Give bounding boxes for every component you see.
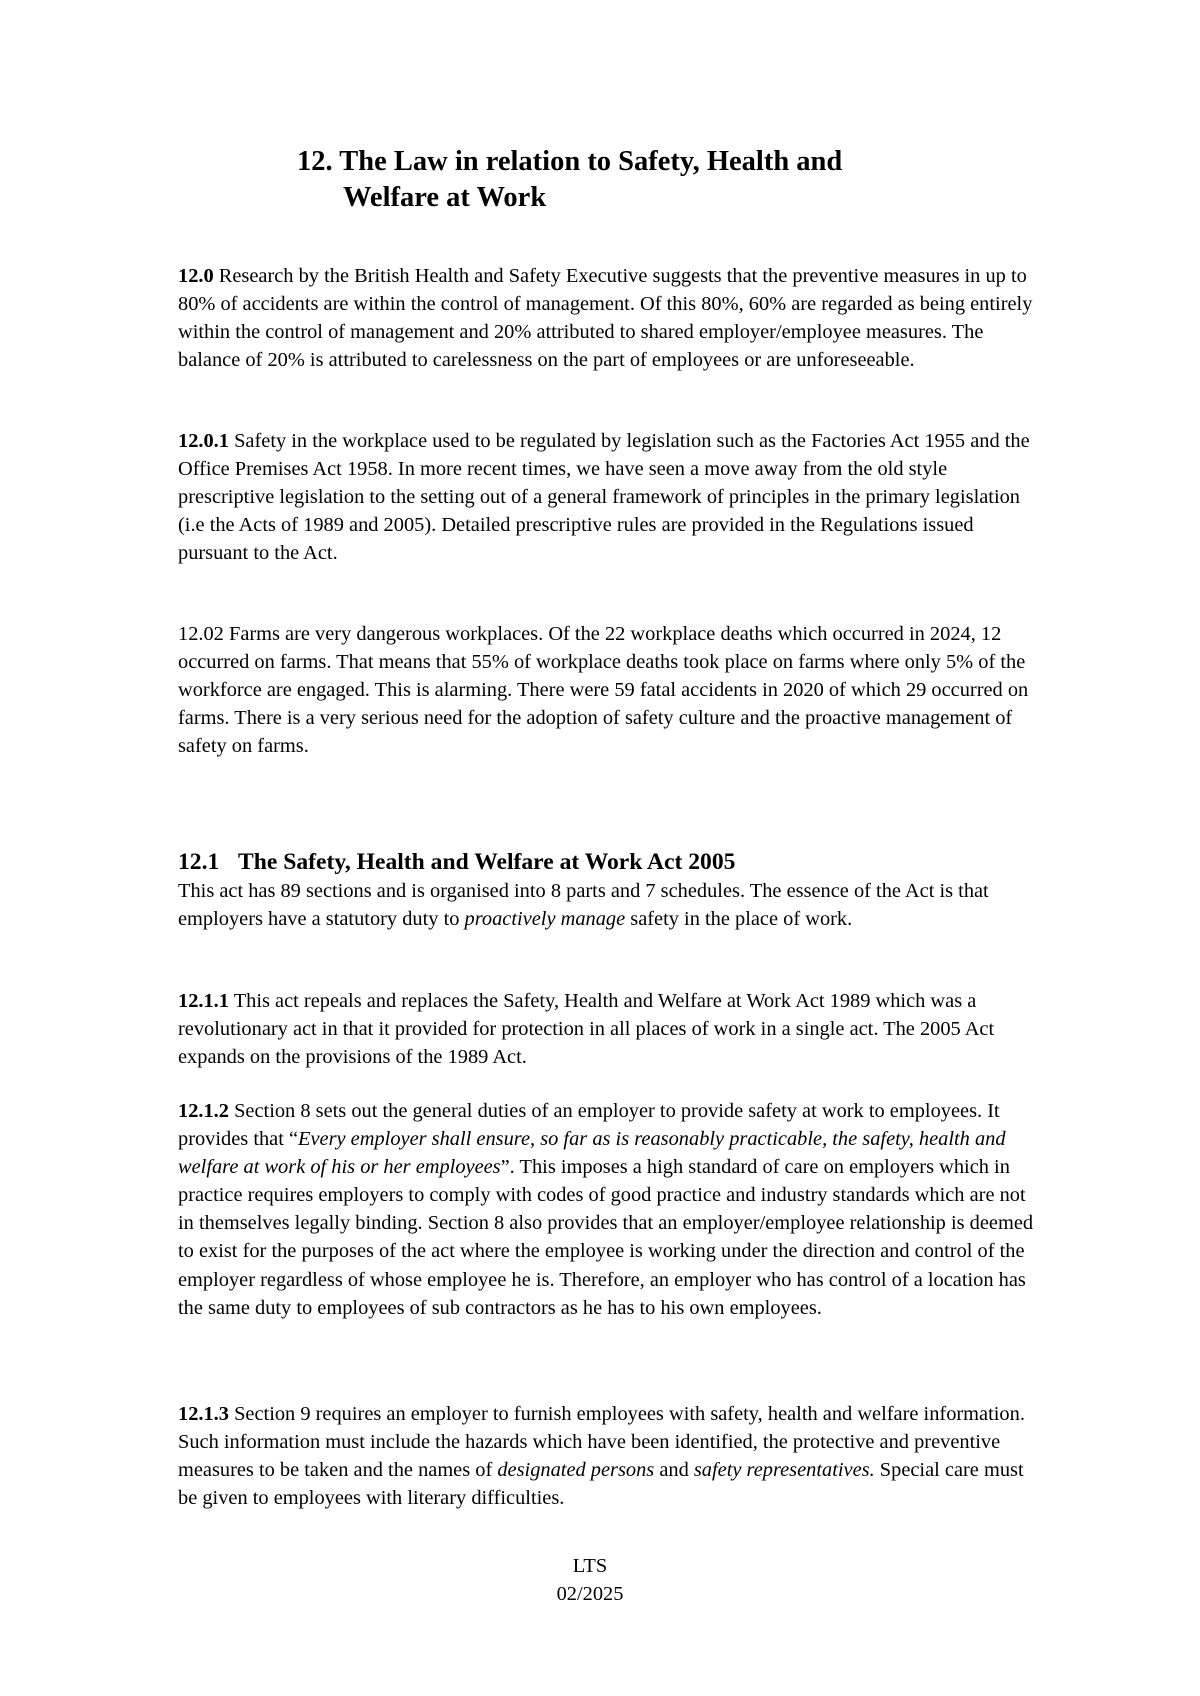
paragraph-text: Safety in the workplace used to be regulated by legislation such as the Factories Act 1955 and the Office Premises Act 1958. In more recent times, we have seen a move away from the old style prescriptive legislation to the setting out of a general framework of principles in the primary legislation (i.e the Acts of 1989 and 2005). Detailed prescriptive rules are provided in the Regulations issued pursuant to the Act.	[178, 430, 1030, 565]
emphasis-safety-representatives: safety representatives.	[693, 1459, 875, 1482]
paragraph-text: This act repeals and replaces the Safety, Health and Welfare at Work Act 1989 which was a revolutionary act in that it provided for protection in all places of work in a single act. The 2005 Act expands on the provisions of the 1989 Act.	[178, 990, 995, 1069]
paragraph-text: 12.02 Farms are very dangerous workplaces. Of the 22 workplace deaths which occurred in 2024, 12 occurred on farms. That means that 55% of workplace deaths took place on farms where only 5% of the workforce are engaged. This is alarming. There were 59 fatal accidents in 2020 of which 29 occurred on farms. There is a very serious need for the adoption of safety culture and the proactive management of safety on farms.	[178, 623, 1029, 758]
title-line-1: 12. The Law in relation to Safety, Health and	[297, 146, 843, 177]
section-heading-12-1	[178, 847, 1038, 877]
paragraph-12-0	[178, 262, 1038, 374]
paragraph-text: Section 8 sets out the general duties of an employer to provide safety at work to employees. It provides that “	[178, 1100, 1000, 1151]
paragraph-text: Research by the British Health and Safety Executive suggests that the preventive measures in up to 80% of accidents are within the control of management. Of this 80%, 60% are regarded as being entirely within the control of management and 20% attributed to shared employer/employee measures. The balance of 20% is attributed to carelessness on the part of employees or are unforeseeable.	[178, 265, 1033, 372]
footer-author: LTS	[572, 1555, 608, 1577]
emphasis-text: proactively manage	[464, 908, 626, 931]
heading-number: 12.1	[178, 849, 220, 875]
paragraph-text-end: ”. This imposes a high standard of care on employers which in practice requires employers to comply with codes of good practice and industry standards which are not in themselves legally binding. Section 8 also provides that an employer/employee relationship is deemed to exist for the purposes of the act where the employee is working under the direction and control of the employer regardless of whose employee he is. Therefore, an employer who has control of a location has the same duty to employees of sub contractors as he has to his own employees.	[178, 1156, 1034, 1319]
paragraph-12-0-1	[178, 427, 1038, 567]
paragraph-12-1-1	[178, 987, 1038, 1071]
paragraph-12-02	[178, 620, 1038, 760]
paragraph-12-1-3	[178, 1400, 1038, 1512]
section-number: 12.0.1	[178, 430, 229, 452]
emphasis-designated-persons: designated persons	[497, 1459, 655, 1482]
section-number: 12.1.3	[178, 1403, 229, 1425]
section-number: 12.1.2	[178, 1100, 229, 1122]
title-line-2: Welfare at Work	[343, 182, 547, 213]
paragraph-12-1-intro	[178, 877, 1038, 933]
paragraph-text-end: safety in the place of work.	[625, 908, 853, 931]
paragraph-text: Section 9 requires an employer to furnish employees with safety, health and welfare information. Such information must include the hazards which have been identified, the protective and preventive measures to be taken and the names of	[178, 1403, 1025, 1482]
quoted-text: Every employer shall ensure, so far as is reasonably practicable, the safety, health and welfare at work of his or her employees	[178, 1128, 1006, 1179]
section-number: 12.1.1	[178, 990, 229, 1012]
paragraph-text: This act has 89 sections and is organised into 8 parts and 7 schedules. The essence of the Act is that employers have a statutory duty to	[178, 880, 989, 931]
heading-text: The Safety, Health and Welfare at Work Act 2005	[238, 849, 736, 875]
page-title	[297, 144, 997, 216]
paragraph-12-1-2	[178, 1097, 1038, 1322]
section-number: 12.0	[178, 265, 214, 287]
paragraph-text-middle: and	[654, 1459, 694, 1482]
paragraph-text-end: Special care must be given to employees with literary difficulties.	[178, 1459, 1024, 1510]
footer-date: 02/2025	[556, 1583, 624, 1605]
